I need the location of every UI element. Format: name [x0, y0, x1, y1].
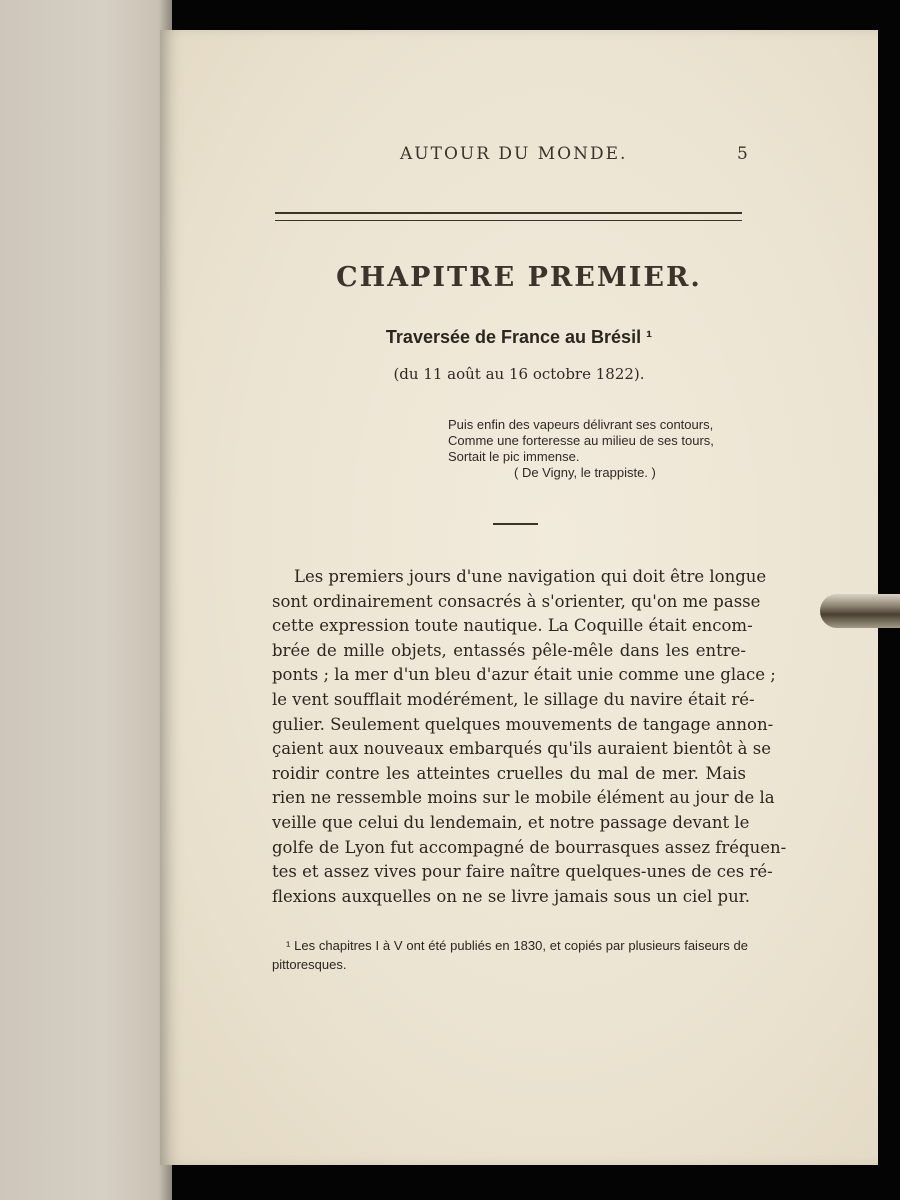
facing-page — [0, 0, 172, 1200]
text-line: rien ne ressemble moins sur le mobile élément au jour de la — [272, 788, 775, 808]
text-line: cette expression toute nautique. La Coquille était encom- — [272, 616, 753, 636]
text-line: flexions auxquelles on ne se livre jamais sous un ciel pur. — [272, 886, 751, 906]
text-line: brée de mille objets, entassés pêle-mêle dans les entre- — [272, 640, 746, 660]
date-line: (du 11 août au 16 octobre 1822). — [393, 365, 645, 383]
chapter-title: CHAPITRE PREMIER. — [336, 262, 702, 293]
footnote: ¹ Les chapitres I à V ont été publiés en 1830, et copiés par plusieurs faiseurs de pittoresques. — [272, 938, 748, 972]
running-head: AUTOUR DU MONDE. — [400, 144, 628, 164]
text-line: Les premiers jours d'une navigation qui doit être longue — [294, 567, 767, 586]
body-paragraph — [272, 565, 787, 909]
book-page — [160, 30, 878, 1165]
section-rule — [493, 523, 538, 525]
header-rule — [275, 212, 742, 221]
page-number: 5 — [737, 144, 748, 164]
epigraph-line: Sortait le pic immense. — [448, 449, 580, 464]
text-line: çaient aux nouveaux embarqués qu'ils auraient bientôt à se — [272, 739, 771, 759]
text-line: le vent soufflait modérément, le sillage du navire était ré- — [272, 689, 755, 709]
epigraph — [448, 417, 748, 481]
bookmark-tab — [820, 594, 900, 628]
epigraph-line: Comme une forteresse au milieu de ses tours, — [448, 433, 714, 448]
text-line: veille que celui du lendemain, et notre passage devant le — [272, 812, 750, 832]
text-line: gulier. Seulement quelques mouvements de tangage annon- — [272, 714, 774, 734]
text-line: roidir contre les atteintes cruelles du mal de mer. Mais — [272, 763, 746, 783]
epigraph-attribution: ( De Vigny, le trappiste. ) — [514, 465, 656, 480]
text-line: golfe de Lyon fut accompagné de bourrasques assez fréquen- — [272, 837, 787, 857]
text-line: tes et assez vives pour faire naître quelques-unes de ces ré- — [272, 862, 773, 882]
chapter-subtitle: Traversée de France au Brésil ¹ — [385, 327, 653, 347]
text-line: ponts ; la mer d'un bleu d'azur était unie comme une glace ; — [272, 665, 776, 685]
text-line: sont ordinairement consacrés à s'orienter, qu'on me passe — [272, 591, 761, 611]
epigraph-line: Puis enfin des vapeurs délivrant ses contours, — [448, 417, 714, 432]
